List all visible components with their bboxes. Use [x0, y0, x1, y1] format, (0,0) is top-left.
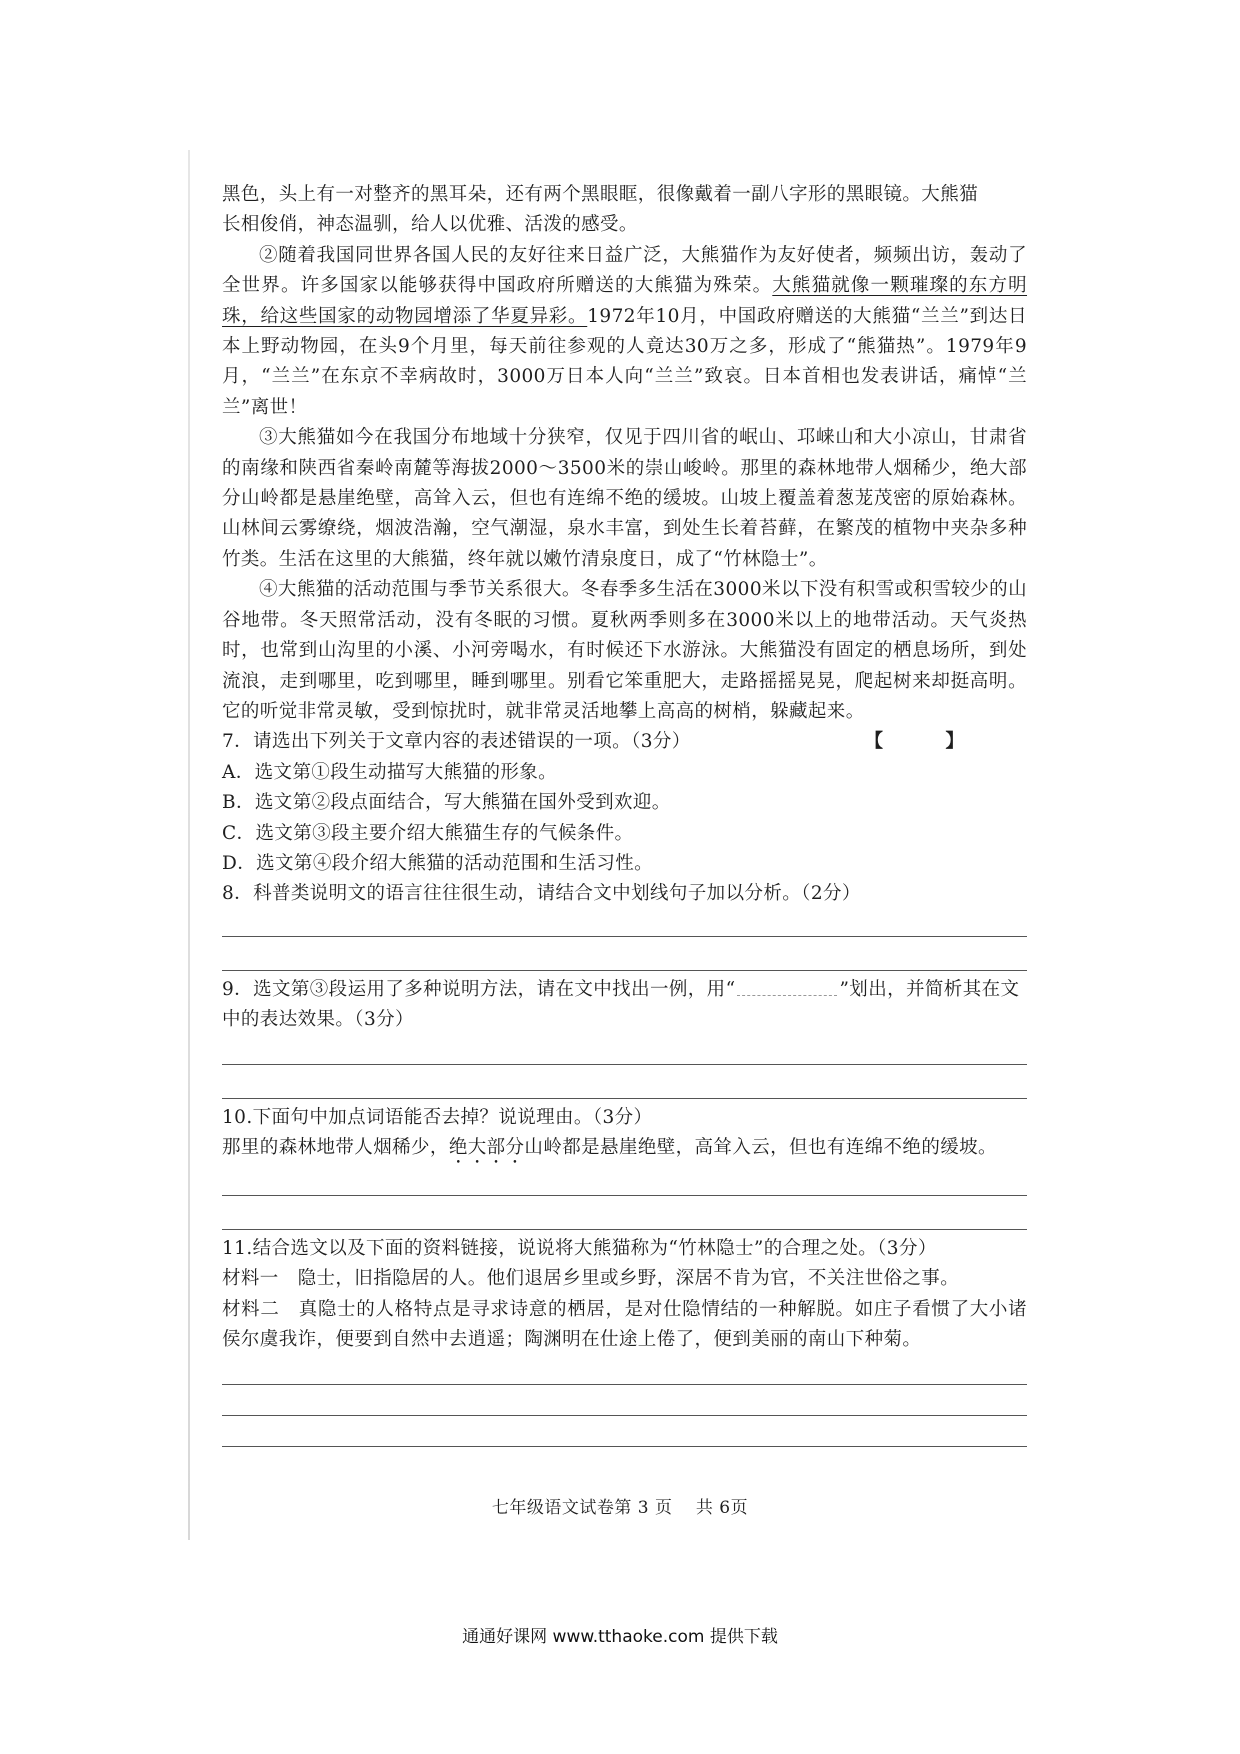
question-8: 8．科普类说明文的语言往往很生动，请结合文中划线句子加以分析。（2分）	[222, 883, 861, 905]
passage-p2-a: ②随着我国同世界各国人民的友好往来日益广泛，大熊猫作为友好使者，频频出访，轰动了全世界。许多国家以能够获得中国政府所赠送的大熊猫为殊荣。	[222, 244, 1027, 297]
wavy-line-sample	[737, 983, 837, 996]
option-a[interactable]: A．选文第①段生动描写大熊猫的形象。	[222, 761, 558, 783]
question-9-text-b: ”划出，并简析其在文中的表达效果。（3分）	[222, 978, 1020, 1031]
answer-line[interactable]	[222, 1446, 1027, 1447]
question-10-sentence-a: 那里的森林地带人烟稀少，	[222, 1136, 449, 1158]
question-7-text: 7．请选出下列关于文章内容的表述错误的一项。（3分）	[222, 731, 691, 753]
question-10: 10.下面句中加点词语能否去掉？说说理由。（3分）	[222, 1106, 653, 1128]
question-9-text-a: 9．选文第③段运用了多种说明方法，请在文中找出一例，用“	[222, 978, 736, 1000]
question-10-sentence-b: 山岭都是悬崖绝壁，高耸入云，但也有连绵不绝的缓坡。	[524, 1136, 997, 1158]
option-d[interactable]: D．选文第④段介绍大熊猫的活动范围和生活习性。	[222, 852, 654, 874]
passage-p4: ④大熊猫的活动范围与季节关系很大。冬春季多生活在3000米以下没有积雪或积雪较少的山谷地带。冬天照常活动，没有冬眠的习惯。夏秋两季则多在3000米以上的地带活动。天气炎热时，也常到山沟里的小溪、小河旁喝水，有时候还下水游泳。大熊猫没有固定的栖息场所，到处流浪，走到哪里，吃到哪里，睡到哪里。别看它笨重肥大，走路摇摇晃晃，爬起树来却挺高明。它的听觉非常灵敏，受到惊扰时，就非常灵活地攀上高高的树梢，躲藏起来。	[222, 579, 1027, 722]
download-note: 通通好课网 www.tthaoke.com 提供下载	[462, 1627, 778, 1647]
passage-p2	[222, 241, 1027, 423]
passage-p1-line2: 长相俊俏，神态温驯，给人以优雅、活泼的感受。	[222, 214, 638, 236]
passage-p1-line1: 黑色，头上有一对整齐的黑耳朵，还有两个黑眼眶，很像戴着一副八字形的黑眼镜。大熊猫	[222, 184, 979, 205]
option-b[interactable]: B．选文第②段点面结合，写大熊猫在国外受到欢迎。	[222, 792, 671, 814]
question-9	[222, 975, 1027, 1036]
scan-left-edge	[188, 150, 190, 1540]
question-11: 11.结合选文以及下面的资料链接，说说将大熊猫称为“竹林隐士”的合理之处。（3分）	[222, 1237, 937, 1259]
question-10-sentence	[222, 1133, 1027, 1168]
option-c[interactable]: C．选文第③段主要介绍大熊猫生存的气候条件。	[222, 822, 634, 844]
exam-page	[222, 180, 1027, 1447]
underlined-sentence: 大熊猫就像一颗璀璨的东方明珠，给这些国家的动物园增添了华夏异彩。	[222, 275, 1028, 327]
material-1: 材料一 隐士，旧指隐居的人。他们退居乡里或乡野，深居不肯为官，不关注世俗之事。	[222, 1268, 960, 1290]
page-number: 七年级语文试卷第 3 页 共 6页	[491, 1498, 749, 1518]
passage-p3: ③大熊猫如今在我国分布地域十分狭窄，仅见于四川省的岷山、邛崃山和大小凉山，甘肃省的南缘和陕西省秦岭南麓等海拔2000～3500米的崇山峻岭。那里的森林地带人烟稀少，绝大部分山岭都是悬崖绝壁，高耸入云，但也有连绵不绝的缓坡。山坡上覆盖着葱茏茂密的原始森林。山林间云雾缭绕，烟波浩瀚，空气潮湿，泉水丰富，到处生长着苔藓，在繁茂的植物中夹杂多种竹类。生活在这里的大熊猫，终年就以嫩竹清泉度日，成了“竹林隐士”。	[222, 427, 1027, 570]
passage-p2-b: 1972年10月，中国政府赠送的大熊猫“兰兰”到达日本上野动物园，在头9个月里，每天前往参观的人竟达30万之多，形成了“熊猫热”。1979年9月，“兰兰”在东京不幸病故时，3000万日本人向“兰兰”致哀。日本首相也发表讲话，痛悼“兰兰”离世！	[222, 305, 1027, 418]
answer-bracket[interactable]: 【 】	[864, 731, 992, 753]
question-7	[222, 727, 1027, 757]
material-2: 材料二 真隐士的人格特点是寻求诗意的栖居，是对仕隐情结的一种解脱。如庄子看惯了大小诸侯尔虞我诈，便要到自然中去逍遥；陶渊明在仕途上倦了，便到美丽的南山下种菊。	[222, 1298, 1027, 1351]
dotted-words: 绝大部分	[448, 1136, 525, 1158]
